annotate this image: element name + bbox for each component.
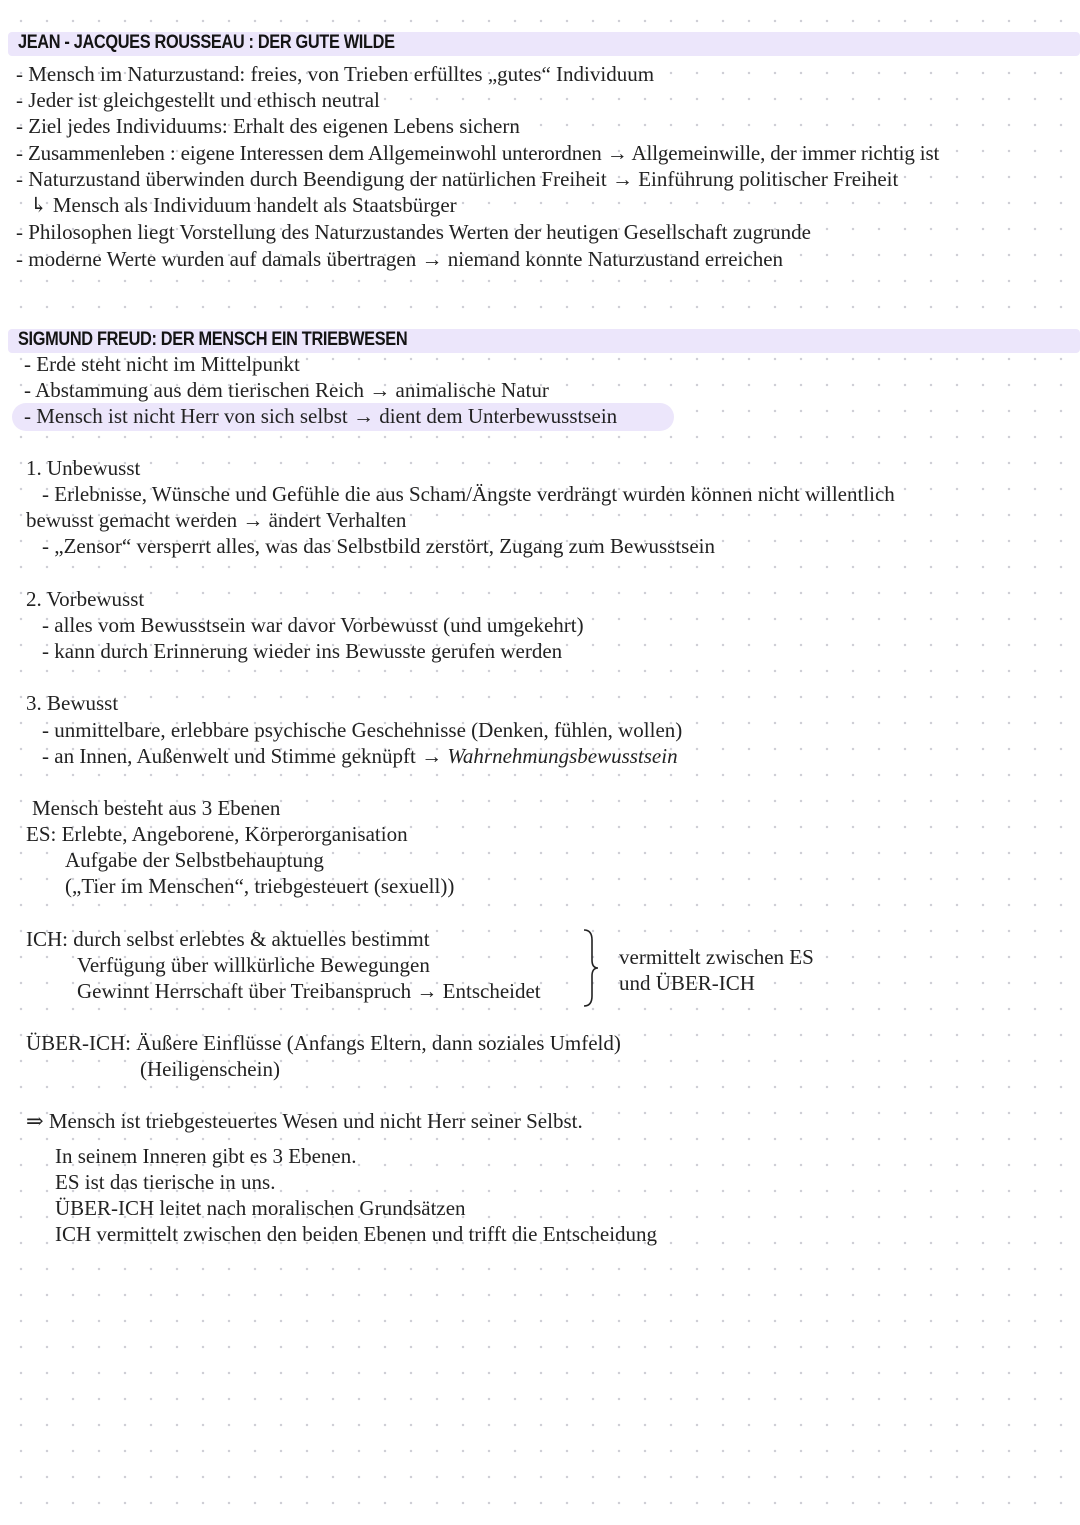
ich-line: ICH: durch selbst erlebtes & aktuelles bestimmt xyxy=(26,927,430,951)
rousseau-line: - Mensch im Naturzustand: freies, von Trieben erfülltes „gutes“ Individuum xyxy=(16,62,655,86)
bewusst-line xyxy=(42,743,678,769)
freud-intro-line: - Erde steht nicht im Mittelpunkt xyxy=(24,352,300,376)
es-line: Aufgabe der Selbstbehauptung xyxy=(65,848,324,872)
fazit-line: ES ist das tierische in uns. xyxy=(55,1170,276,1194)
unbewusst-line: bewusst gemacht werden → ändert Verhalten xyxy=(26,508,407,532)
bewusst-heading: 3. Bewusst xyxy=(26,691,119,715)
vorbewusst-line: - kann durch Erinnerung wieder ins Bewusste gerufen werden xyxy=(42,639,563,663)
rousseau-line: - Philosophen liegt Vorstellung des Naturzustandes Werten der heutigen Gesellschaft zugrunde xyxy=(16,220,811,244)
fazit-line: ÜBER-ICH leitet nach moralischen Grundsätzen xyxy=(55,1196,466,1220)
bewusst-line: - unmittelbare, erlebbare psychische Geschehnisse (Denken, fühlen, wollen) xyxy=(42,718,683,742)
es-line: („Tier im Menschen“, triebgesteuert (sexuell)) xyxy=(65,874,455,898)
freud-title: SIGMUND FREUD: DER MENSCH EIN TRIEBWESEN xyxy=(18,329,408,350)
unbewusst-line: - „Zensor“ versperrt alles, was das Selbstbild zerstört, Zugang zum Bewusstsein xyxy=(42,534,715,558)
ueber-ich-line: (Heiligenschein) xyxy=(140,1057,280,1081)
rousseau-line: - Zusammenleben : eigene Interessen dem Allgemeinwohl unterordnen → Allgemeinwille, der immer richtig ist xyxy=(16,141,940,165)
curly-brace-icon xyxy=(582,928,600,1008)
es-line: ES: Erlebte, Angeborene, Körperorganisation xyxy=(26,822,408,846)
ich-note: vermittelt zwischen ES xyxy=(619,945,814,969)
rousseau-line: - Jeder ist gleichgestellt und ethisch neutral xyxy=(16,88,380,112)
bewusst-line-text: - an Innen, Außenwelt und Stimme geknüpft → xyxy=(42,744,448,768)
freud-intro-line: - Mensch ist nicht Herr von sich selbst → dient dem Unterbewusstsein xyxy=(24,404,618,428)
fazit-line: In seinem Inneren gibt es 3 Ebenen. xyxy=(55,1144,357,1168)
rousseau-line: - Naturzustand überwinden durch Beendigung der natürlichen Freiheit → Einführung politischer Freiheit xyxy=(16,167,899,191)
ebenen-intro: Mensch besteht aus 3 Ebenen xyxy=(32,796,281,820)
bewusst-term: Wahrnehmungsbewusstsein xyxy=(447,744,678,768)
ich-line: Verfügung über willkürliche Bewegungen xyxy=(77,953,430,977)
ich-note: und ÜBER-ICH xyxy=(619,971,755,995)
unbewusst-heading: 1. Unbewusst xyxy=(26,456,141,480)
ich-line: Gewinnt Herrschaft über Treibanspruch → Entscheidet xyxy=(77,979,541,1003)
rousseau-line: - Ziel jedes Individuums: Erhalt des eigenen Lebens sichern xyxy=(16,114,520,138)
ueber-ich-line: ÜBER-ICH: Äußere Einflüsse (Anfangs Eltern, dann soziales Umfeld) xyxy=(26,1031,621,1055)
fazit-line: ⇒ Mensch ist triebgesteuertes Wesen und nicht Herr seiner Selbst. xyxy=(26,1109,583,1133)
unbewusst-line: - Erlebnisse, Wünsche und Gefühle die aus Scham/Ängste verdrängt wurden können nicht willentlich xyxy=(42,482,895,506)
rousseau-title: JEAN - JACQUES ROUSSEAU : DER GUTE WILDE xyxy=(18,32,395,53)
vorbewusst-line: - alles vom Bewusstsein war davor Vorbewusst (und umgekehrt) xyxy=(42,613,584,637)
vorbewusst-heading: 2. Vorbewusst xyxy=(26,587,145,611)
fazit-line: ICH vermittelt zwischen den beiden Ebenen und trifft die Entscheidung xyxy=(55,1222,658,1246)
rousseau-line: - moderne Werte wurden auf damals übertragen → niemand konnte Naturzustand erreichen xyxy=(16,247,784,271)
freud-intro-line: - Abstammung aus dem tierischen Reich → animalische Natur xyxy=(24,378,549,402)
rousseau-subline: ↳ Mensch als Individuum handelt als Staatsbürger xyxy=(30,193,457,217)
